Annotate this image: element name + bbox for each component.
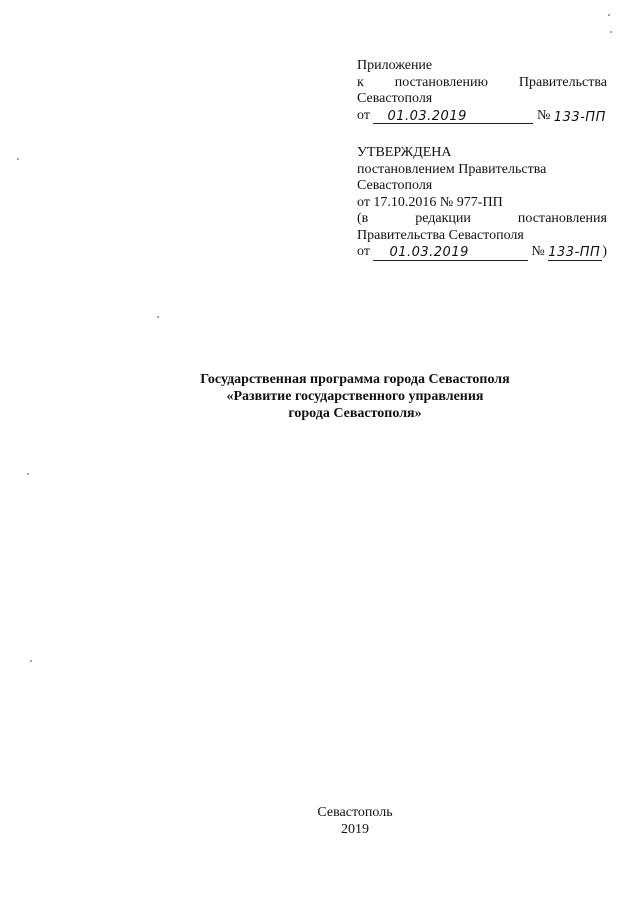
- approved-block: [357, 145, 607, 261]
- approved-line-5: Правительства Севастополя: [357, 227, 524, 243]
- handwritten-number: 133-ПП: [553, 109, 606, 125]
- appendix-word: к: [357, 74, 364, 90]
- appendix-word: постановлению: [394, 74, 488, 90]
- approved-heading: УТВЕРЖДЕНА: [357, 145, 452, 160]
- title-line-1: Государственная программа города Севастополя: [200, 372, 510, 387]
- title-line-3: города Севастополя»: [288, 406, 422, 421]
- appendix-block: [357, 58, 607, 124]
- appendix-word: Правительства: [518, 74, 607, 90]
- handwritten-date: 01.03.2019: [389, 245, 469, 260]
- scan-speck: [17, 158, 19, 160]
- date-fill-line: [373, 109, 533, 124]
- approved-line-3: от 17.10.2016 № 977-ПП: [357, 194, 503, 210]
- document-footer: [250, 804, 460, 838]
- document-title: [150, 371, 560, 422]
- approved-line-2: Севастополя: [357, 178, 433, 193]
- date-prefix: от: [357, 244, 370, 259]
- approved-word: (в: [357, 211, 369, 226]
- approved-word: постановления: [517, 211, 607, 226]
- approved-line-1: постановлением Правительства: [357, 161, 547, 177]
- approved-word: редакции: [415, 211, 471, 226]
- closing-paren: ): [602, 244, 607, 259]
- number-fill-line: [548, 246, 602, 261]
- title-line-2: «Развитие государственного управления: [226, 389, 484, 404]
- scan-speck: [27, 473, 29, 475]
- scan-speck: [30, 660, 32, 662]
- date-prefix: от: [357, 107, 370, 123]
- appendix-heading: Приложение: [357, 58, 433, 73]
- scan-speck: [610, 31, 612, 33]
- approved-line-4: [357, 211, 607, 228]
- handwritten-date: 01.03.2019: [387, 108, 467, 124]
- footer-city: Севастополь: [317, 805, 393, 820]
- number-label: №: [531, 244, 545, 259]
- footer-year: 2019: [341, 822, 369, 837]
- number-label: №: [536, 107, 551, 123]
- scan-speck: [157, 316, 159, 318]
- appendix-line-3: Севастополя: [357, 91, 433, 106]
- date-fill-line: [373, 246, 527, 261]
- number-fill: [554, 110, 604, 124]
- appendix-date-row: [357, 108, 607, 125]
- appendix-line-2: [357, 75, 607, 92]
- approved-date-row: [357, 244, 607, 261]
- handwritten-number: 133-ПП: [548, 245, 601, 260]
- scan-speck: [608, 14, 610, 16]
